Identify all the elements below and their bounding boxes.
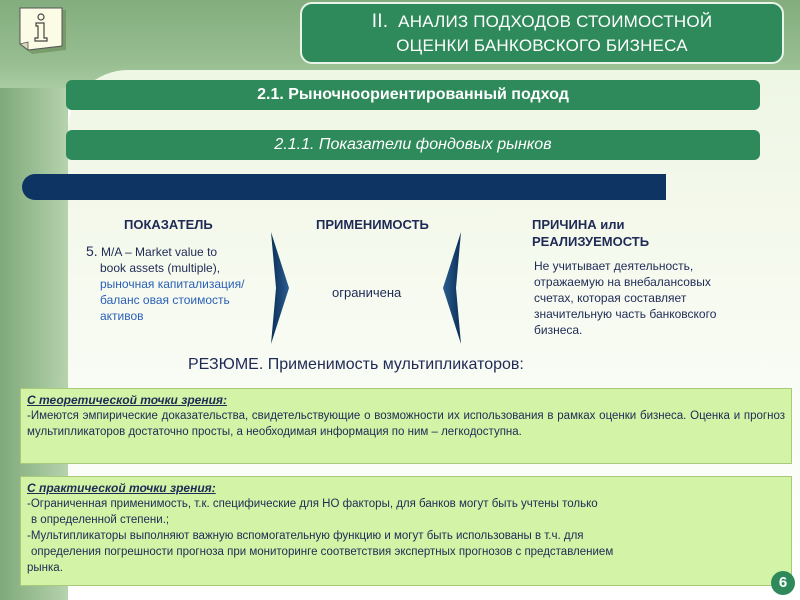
indicator-text — [86, 243, 246, 324]
title-line2: ОЦЕНКИ БАНКОВСКОГО БИЗНЕСА — [396, 36, 688, 55]
arrow-left-icon — [443, 232, 461, 344]
indicator-number: 5. — [86, 243, 98, 259]
reason-text: Не учитывает деятельность, отражаемую на внебалансовых счетах, которая составляет значительную часть банковского бизнеса. — [534, 259, 717, 337]
page-number: 6 — [771, 571, 795, 595]
practice-line5: рынка. — [27, 562, 63, 574]
divider-bar — [22, 174, 666, 200]
indicator-line1: M/A – Market value to — [97, 245, 218, 259]
indicator-line2: book assets (multiple), — [100, 261, 221, 275]
subsubsection-bar: 2.1.1. Показатели фондовых рынков — [66, 130, 760, 160]
column-header-indicator: ПОКАЗАТЕЛЬ — [124, 217, 213, 232]
section-number: II. — [371, 11, 389, 32]
column-header-applicability: ПРИМЕНИМОСТЬ — [316, 217, 429, 232]
practice-heading: С практической точки зрения: — [27, 481, 216, 495]
title-line1: АНАЛИЗ ПОДХОДОВ СТОИМОСТНОЙ — [398, 12, 713, 31]
section-title — [300, 2, 784, 64]
practice-line3: -Мультипликаторы выполняют важную вспомогательную функцию и могут быть использованы в т.ч. для — [27, 530, 584, 542]
theory-heading: С теоретической точки зрения: — [27, 393, 227, 407]
practice-line2: в определенной степени.; — [31, 514, 170, 526]
practice-line1: -Ограниченная применимость, т.к. специфические для НО факторы, для банков могут быть учтены только — [27, 498, 598, 510]
indicator-rest: рыночная капитализация/баланс овая стоимость активов — [100, 277, 245, 323]
theory-box — [20, 388, 792, 464]
arrow-right-icon — [271, 232, 289, 344]
practice-line4: определения погрешности прогноза при мониторинге соответствия экспертных прогнозов с представлением — [31, 546, 614, 558]
applicability-value: ограничена — [332, 285, 402, 300]
subsection-bar: 2.1. Рыночноориентированный подход — [66, 80, 760, 110]
column-header-reason: ПРИЧИНА или РЕАЛИЗУЕМОСТЬ — [532, 217, 650, 249]
summary-heading: РЕЗЮМЕ. Применимость мультипликаторов: — [188, 356, 524, 373]
theory-text: -Имеются эмпирические доказательства, свидетельствующие о возможности их использования в рамках оценки бизнеса. Оценка и прогноз мультипликаторов достаточно просты, а необходимая информация по ним – легкодоступна. — [27, 410, 785, 438]
info-icon[interactable] — [14, 6, 74, 58]
practice-box — [20, 476, 792, 586]
